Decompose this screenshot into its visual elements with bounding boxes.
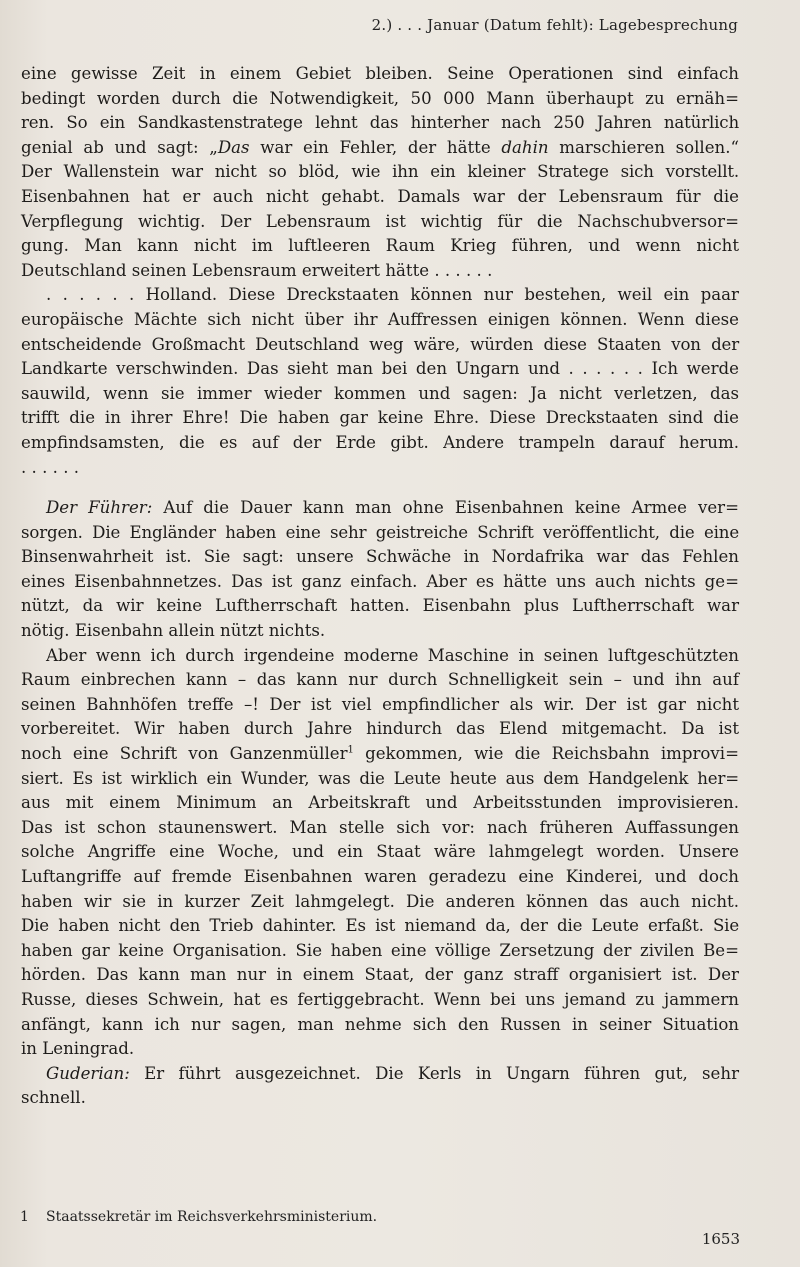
text-line: haben gar keine Organisation. Sie haben eine völlige Zersetzung der zivilen Be= [21, 940, 739, 960]
speaker-label: Der Führer: [46, 498, 153, 518]
paragraph-3 [21, 496, 739, 644]
footnote [20, 1209, 377, 1225]
paragraph-5 [21, 1062, 739, 1111]
text-line: vorbereitet. Wir haben durch Jahre hindurch das Elend mitgemacht. Da ist [21, 719, 739, 739]
text-line: Eisenbahnen hat er auch nicht gehabt. Damals war der Lebensraum für die [21, 186, 739, 206]
text-line: Guderian: Er führt ausgezeichnet. Die Kerls in Ungarn führen gut, sehr [46, 1063, 739, 1083]
text-line: ren. So ein Sandkastenstratege lehnt das hinterher nach 250 Jahren natürlich [21, 113, 739, 133]
text-line: sauwild, wenn sie immer wieder kommen und sagen: Ja nicht verletzen, das [21, 383, 739, 403]
emphasis: dahin [501, 137, 549, 157]
text-line: aus mit einem Minimum an Arbeitskraft und Arbeitsstunden improvisieren. [21, 793, 739, 813]
text-line: in Leningrad. [21, 1039, 135, 1059]
emphasis: Das [217, 137, 250, 157]
footnote-mark: 1 [347, 744, 354, 756]
text-line: gung. Man kann nicht im luftleeren Raum Krieg führen, und wenn nicht [21, 236, 739, 256]
text-line: Der Wallenstein war nicht so blöd, wie ihn ein kleiner Stratege sich vorstellt. [21, 162, 739, 182]
text-line: haben wir sie in kurzer Zeit lahmgelegt. Die anderen können das auch nicht. [21, 891, 739, 911]
paragraph-2 [21, 283, 739, 480]
text-line: schnell. [21, 1088, 86, 1108]
text-line: Binsenwahrheit ist. Sie sagt: unsere Schwäche in Nordafrika war das Fehlen [21, 547, 739, 567]
paragraph-gap [21, 480, 739, 496]
text-line: Die haben nicht den Trieb dahinter. Es ist niemand da, der die Leute erfaßt. Sie [21, 916, 739, 936]
running-head: 2.) . . . Januar (Datum fehlt): Lagebesprechung [371, 16, 738, 34]
text-line: noch eine Schrift von Ganzenmüller$^1$ gekommen, wie die Reichsbahn improvi= [21, 744, 740, 764]
speaker-label: Guderian: [46, 1063, 130, 1083]
text-line: Luftangriffe auf fremde Eisenbahnen waren geradezu eine Kinderei, und doch [21, 867, 739, 886]
text-line: Das ist schon staunenswert. Man stelle sich vor: nach früheren Auffassungen [21, 817, 739, 837]
text-line: siert. Es ist wirklich ein Wunder, was die Leute heute aus dem Handgelenk her= [21, 768, 739, 788]
text-line: entscheidende Großmacht Deutschland weg wäre, würden diese Staaten von der [21, 334, 739, 354]
text-line: bedingt worden durch die Notwendigkeit, 50 000 Mann überhaupt zu ernäh= [21, 88, 739, 108]
text-line: hörden. Das kann man nur in einem Staat, der ganz straff organisiert ist. Der [21, 965, 739, 985]
text-line: Raum einbrechen kann – das kann nur durch Schnelligkeit sein – und ihn auf [21, 670, 739, 690]
text-line: seinen Bahnhöfen treffe –! Der ist viel empfindlicher als wir. Der ist gar nicht [21, 694, 739, 714]
text-line: Der Führer: Auf die Dauer kann man ohne Eisenbahnen keine Armee ver= [46, 498, 739, 518]
text-line: anfängt, kann ich nur sagen, man nehme sich den Russen in seiner Situation [21, 1014, 739, 1034]
footnote-number: 1 [20, 1209, 29, 1225]
text-line: nötig. Eisenbahn allein nützt nichts. [21, 621, 326, 641]
text-line: Deutschland seinen Lebensraum erweitert hätte . . . . . . [21, 260, 493, 280]
text-line: sorgen. Die Engländer haben eine sehr geistreiche Schrift veröffentlicht, die eine [21, 522, 739, 542]
text-line: trifft die in ihrer Ehre! Die haben gar keine Ehre. Diese Dreckstaaten sind die [21, 408, 739, 428]
text-line: Landkarte verschwinden. Das sieht man bei den Ungarn und . . . . . . Ich werde [21, 359, 739, 379]
text-line: eines Eisenbahnnetzes. Das ist ganz einfach. Aber es hätte uns auch nichts ge= [21, 571, 739, 591]
text-line: Verpflegung wichtig. Der Lebensraum ist wichtig für die Nachschubversor= [21, 211, 739, 231]
text-line: europäische Mächte sich nicht über ihr Auffressen einigen können. Wenn diese [21, 309, 739, 329]
text-line: . . . . . . Holland. Diese Dreckstaaten können nur bestehen, weil ein paar [46, 285, 739, 305]
paragraph-1 [21, 62, 739, 283]
page-number: 1653 [701, 1230, 740, 1248]
footnote-text: Staatssekretär im Reichsverkehrsministerium. [46, 1209, 378, 1225]
text-line: eine gewisse Zeit in einem Gebiet bleiben. Seine Operationen sind einfach [21, 64, 739, 83]
paragraph-4 [21, 644, 739, 1062]
text-line: empfindsamsten, die es auf der Erde gibt. Andere trampeln darauf herum. [21, 432, 739, 452]
text-line: genial ab und sagt: „Das war ein Fehler, der hätte dahin marschieren sollen.“ [21, 137, 739, 157]
text-line: Russe, dieses Schwein, hat es fertiggebracht. Wenn bei uns jemand zu jammern [21, 989, 739, 1009]
text-line: Aber wenn ich durch irgendeine moderne Maschine in seinen luftgeschützten [46, 645, 739, 665]
text-line: solche Angriffe eine Woche, und ein Staat wäre lahmgelegt worden. Unsere [21, 842, 739, 862]
body-text [21, 62, 739, 1111]
text-line: . . . . . . [21, 457, 80, 477]
text-line: nützt, da wir keine Luftherrschaft hatten. Eisenbahn plus Luftherrschaft war [21, 596, 739, 616]
